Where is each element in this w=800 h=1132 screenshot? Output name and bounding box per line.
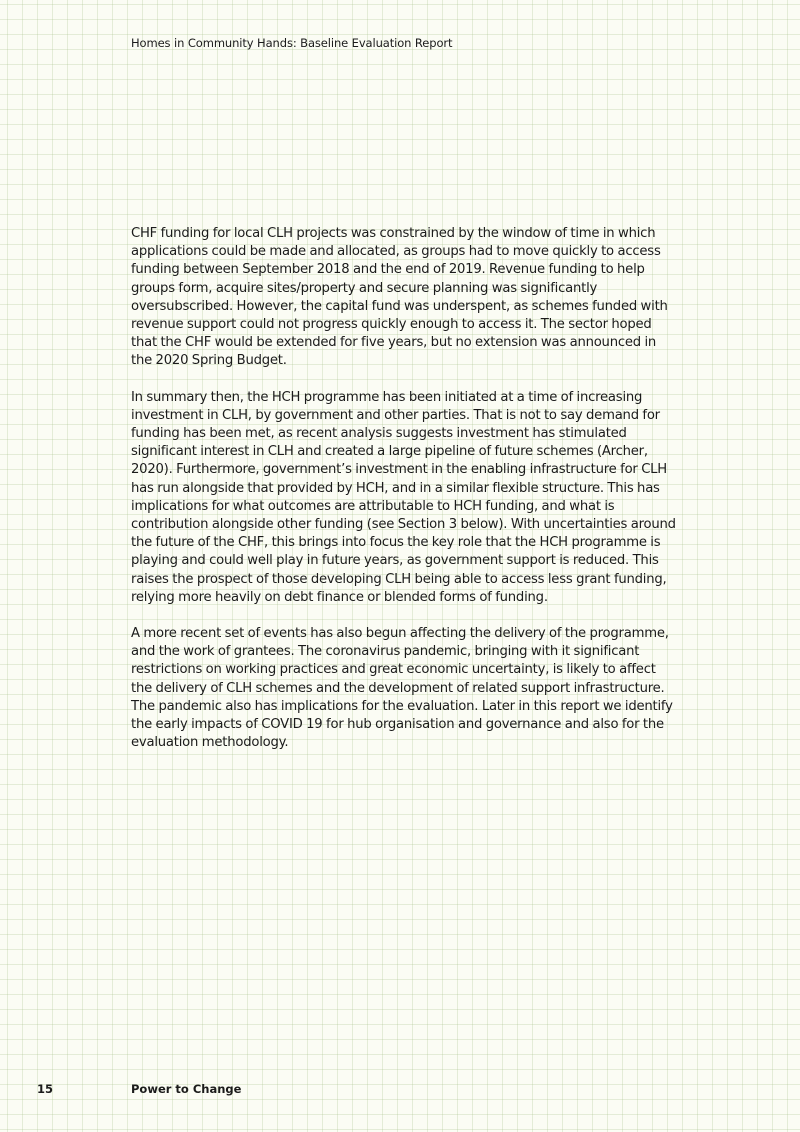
paragraph-chf-funding: CHF funding for local CLH projects was constrained by the window of time in which applications could be made and allocated, as groups had to move quickly to access funding between September 2018 and the end of 2019. Revenue funding to help groups form, acquire sites/property and secure planning was significantly oversubscribed. However, the capital fund was underspent, as schemes funded with revenue support could not progress quickly enough to access it. The sector hoped that the CHF would be extended for five years, but no extension was announced in the 2020 Spring Budget.: [131, 226, 668, 369]
page-number: 15: [37, 1082, 54, 1096]
paragraph-pandemic: A more recent set of events has also begun affecting the delivery of the programme, and the work of grantees. The coronavirus pandemic, bringing with it significant restrictions on working practices and great economic uncertainty, is likely to affect the delivery of CLH schemes and the development of related support infrastructure. The pandemic also has implications for the evaluation. Later in this report we identify the early impacts of COVID 19 for hub organisation and governance and also for the evaluation methodology.: [131, 626, 673, 751]
paragraph-summary: In summary then, the HCH programme has been initiated at a time of increasing investment in CLH, by government and other parties. That is not to say demand for funding has been met, as recent analysis suggests investment has stimulated significant interest in CLH and created a large pipeline of future schemes (Archer, 2020). Furthermore, government’s investment in the enabling infrastructure for CLH has run alongside that provided by HCH, and in a similar flexible structure. This has implications for what outcomes are attributable to HCH funding, and what is contribution alongside other funding (see Section 3 below). With uncertainties around the future of the CHF, this brings into focus the key role that the HCH programme is playing and could well play in future years, as government support is reduced. This raises the prospect of those developing CLH being able to access less grant funding, relying more heavily on debt finance or blended forms of funding.: [131, 389, 676, 605]
running-header: Homes in Community Hands: Baseline Evaluation Report: [131, 36, 453, 50]
footer-publisher: Power to Change: [131, 1082, 242, 1096]
body-text: [131, 225, 676, 752]
